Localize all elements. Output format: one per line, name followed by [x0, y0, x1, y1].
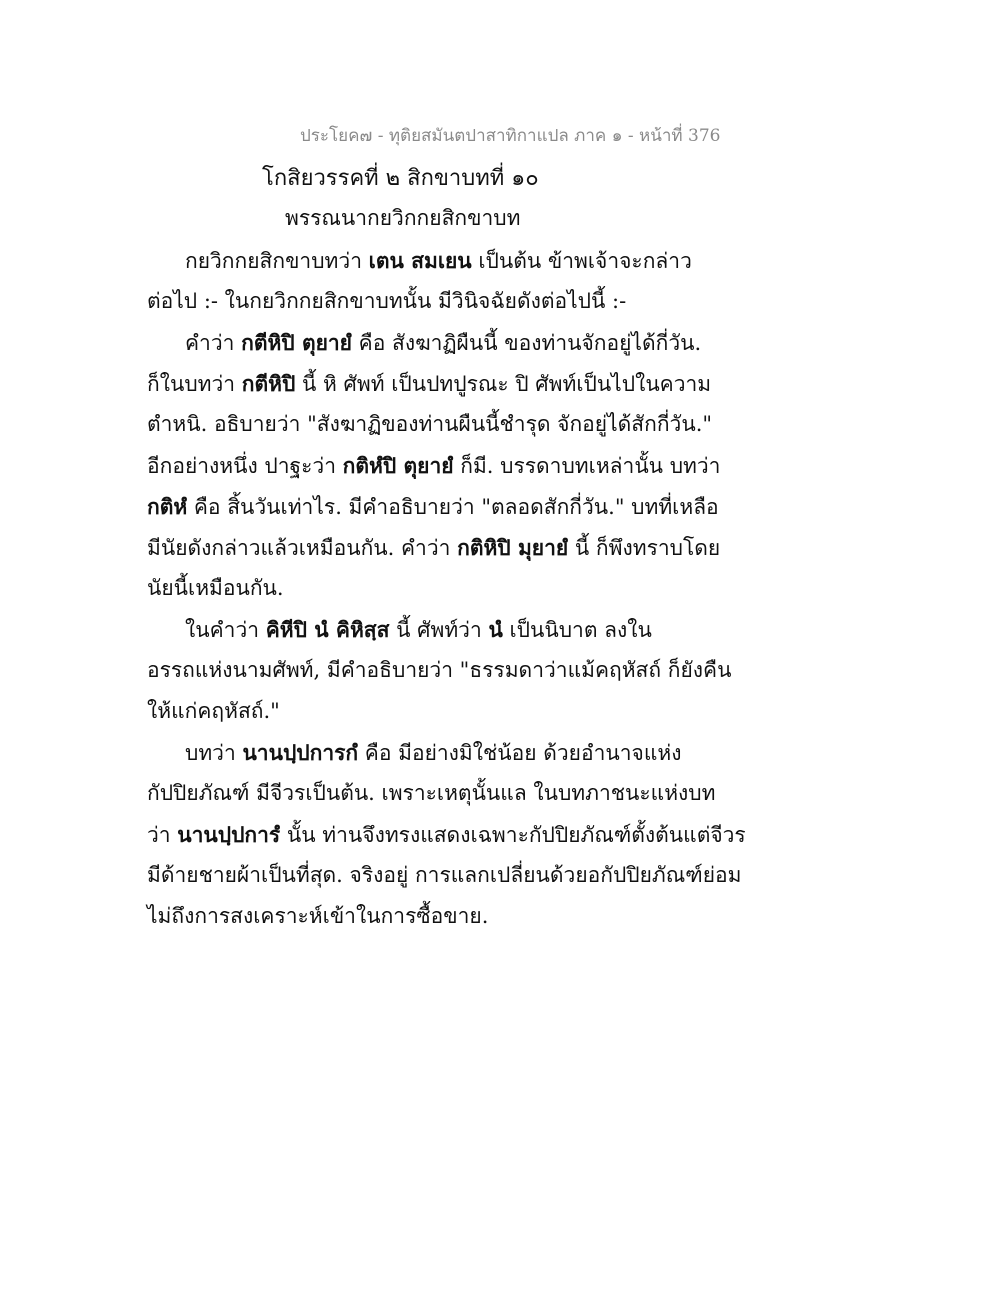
text-line: [147, 363, 712, 404]
text-run: ว่า: [147, 823, 178, 847]
paragraph-1: [147, 240, 707, 322]
paragraph-4: [147, 732, 746, 937]
text-run: กัปปิยภัณฑ์ มีจีวรเป็นต้น. เพราะเหตุนั้นแล ในบทภาชนะแห่งบท: [147, 781, 716, 805]
text-line: [147, 240, 707, 281]
text-run: อีกอย่างหนึ่ง ปาฐะว่า: [147, 454, 343, 478]
pali-term: นํ: [488, 617, 503, 642]
text-line: [147, 855, 742, 896]
pali-term: กตีหิปิ: [241, 371, 296, 396]
pali-term: กตีหิปิ ตุยายํ: [241, 330, 352, 355]
text-run: นั้น ท่านจึงทรงแสดงเฉพาะกัปปิยภัณฑ์ตั้งต้นแต่จีวร: [280, 823, 746, 847]
text-line: [147, 814, 746, 855]
text-run: ก็มี. บรรดาบทเหล่านั้น บทว่า: [453, 454, 721, 478]
text-line: [147, 322, 707, 363]
text-run: มีนัยดังกล่าวแล้วเหมือนกัน. คำว่า: [147, 536, 458, 560]
pali-term: คิหีปิ นํ คิหิสฺส: [265, 617, 390, 642]
text-run: กยวิกกยสิกขาบทว่า: [185, 249, 369, 273]
text-line: [147, 896, 707, 937]
text-run: มีด้ายชายผ้าเป็นที่สุด. จริงอยู่ การแลกเปลี่ยนด้วยอกัปปิยภัณฑ์ย่อม: [147, 863, 742, 887]
text-line: [147, 445, 721, 486]
pali-term: เตน สมเยน: [368, 248, 472, 273]
text-run: อรรถแห่งนามศัพท์, มีคำอธิบายว่า "ธรรมดาว่าแม้คฤหัสถ์ ก็ยังคืน: [147, 658, 732, 682]
text-line: [147, 527, 721, 568]
text-run: ต่อไป :- ในกยวิกกยสิกขาบทนั้น มีวินิจฉัยดังต่อไปนี้ :-: [147, 289, 627, 313]
text-line: [147, 404, 713, 445]
chapter-title: โกสิยวรรคที่ ๒ สิกขาบทที่ ๑๐: [262, 166, 539, 191]
text-run: นี้ หิ ศัพท์ เป็นปทปูรณะ ปิ ศัพท์เป็นไปในความ: [295, 372, 712, 396]
text-run: ในคำว่า: [185, 618, 266, 642]
text-line: [147, 281, 707, 322]
paragraph-3: [147, 609, 732, 732]
text-line: [147, 773, 716, 814]
text-line: [147, 691, 707, 732]
text-run: นี้ ก็พึงทราบโดย: [568, 536, 721, 560]
text-line: [147, 486, 719, 527]
running-header: ประโยค๗ - ทุติยสมันตปาสาทิกาแปล ภาค ๑ - หน้าที่ 376: [300, 126, 721, 146]
paragraph-2: [147, 322, 721, 609]
text-run: คำว่า: [185, 331, 242, 355]
text-run: ตำหนิ. อธิบายว่า "สังฆาฏิของท่านผืนนี้ชำรุด จักอยู่ได้สักกี่วัน.": [147, 412, 713, 436]
text-run: เป็นต้น ข้าพเจ้าจะกล่าว: [471, 249, 692, 273]
pali-term: นานปฺปการํ: [177, 822, 281, 847]
text-run: คือ สิ้นวันเท่าไร. มีคำอธิบายว่า "ตลอดสักกี่วัน." บทที่เหลือ: [187, 495, 719, 519]
pali-term: กติหํ: [147, 494, 188, 519]
text-run: เป็นนิบาต ลงใน: [502, 618, 652, 642]
text-run: ไม่ถึงการสงเคราะห์เข้าในการซื้อขาย.: [147, 904, 489, 928]
text-run: นัยนี้เหมือนกัน.: [147, 576, 284, 600]
body-text: [147, 240, 746, 937]
pali-term: นานปฺปการกํ: [242, 740, 359, 765]
text-line: [147, 732, 707, 773]
pali-term: กติหิปิ มุยายํ: [457, 535, 569, 560]
section-title: พรรณนากยวิกกยสิกขาบท: [285, 206, 521, 230]
text-run: บทว่า: [185, 741, 243, 765]
text-line: [147, 568, 707, 609]
text-run: นี้ ศัพท์ว่า: [389, 618, 489, 642]
text-line: [147, 650, 732, 691]
text-run: คือ สังฆาฏิผืนนี้ ของท่านจักอยู่ได้กี่วัน.: [352, 331, 702, 355]
pali-term: กติหํปิ ตุยายํ: [342, 453, 454, 478]
text-line: [147, 609, 707, 650]
text-run: คือ มีอย่างมิใช่น้อย ด้วยอำนาจแห่ง: [358, 741, 682, 765]
text-run: ก็ในบทว่า: [147, 372, 242, 396]
text-run: ให้แก่คฤหัสถ์.": [147, 699, 280, 723]
